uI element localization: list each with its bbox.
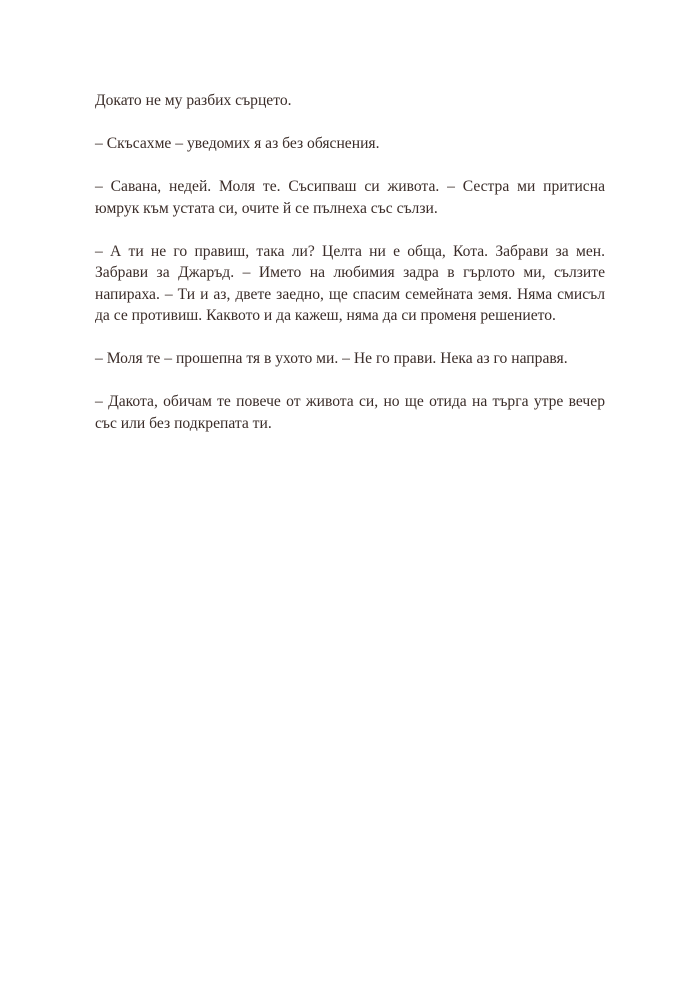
paragraph-5: – Моля те – прошепна тя в ухото ми. – Не го прави. Нека аз го направя. bbox=[95, 350, 568, 367]
paragraph-2: – Скъсахме – уведомих я аз без обяснения. bbox=[95, 135, 380, 152]
document-body bbox=[95, 90, 605, 456]
paragraph-1: Докато не му разбих сърцето. bbox=[95, 92, 292, 109]
paragraph-6: – Дакота, обичам те повече от живота си, но ще отида на търга утре вечер със или без подкрепата ти. bbox=[95, 393, 605, 432]
paragraph-4: – А ти не го правиш, така ли? Целта ни е обща, Кота. Забрави за мен. Забрави за Джаръд. – Името на любимия задра в гърлото ми, сълзите напираха. – Ти и аз, двете заедно, ще спасим семейната земя. Няма смисъл да се противиш. Каквото и да кажеш, няма да си променя решението. bbox=[95, 242, 605, 324]
paragraph-3: – Савана, недей. Моля те. Съсипваш си живота. – Сестра ми притисна юмрук към устата си, очите й се пълнеха със сълзи. bbox=[95, 178, 605, 217]
